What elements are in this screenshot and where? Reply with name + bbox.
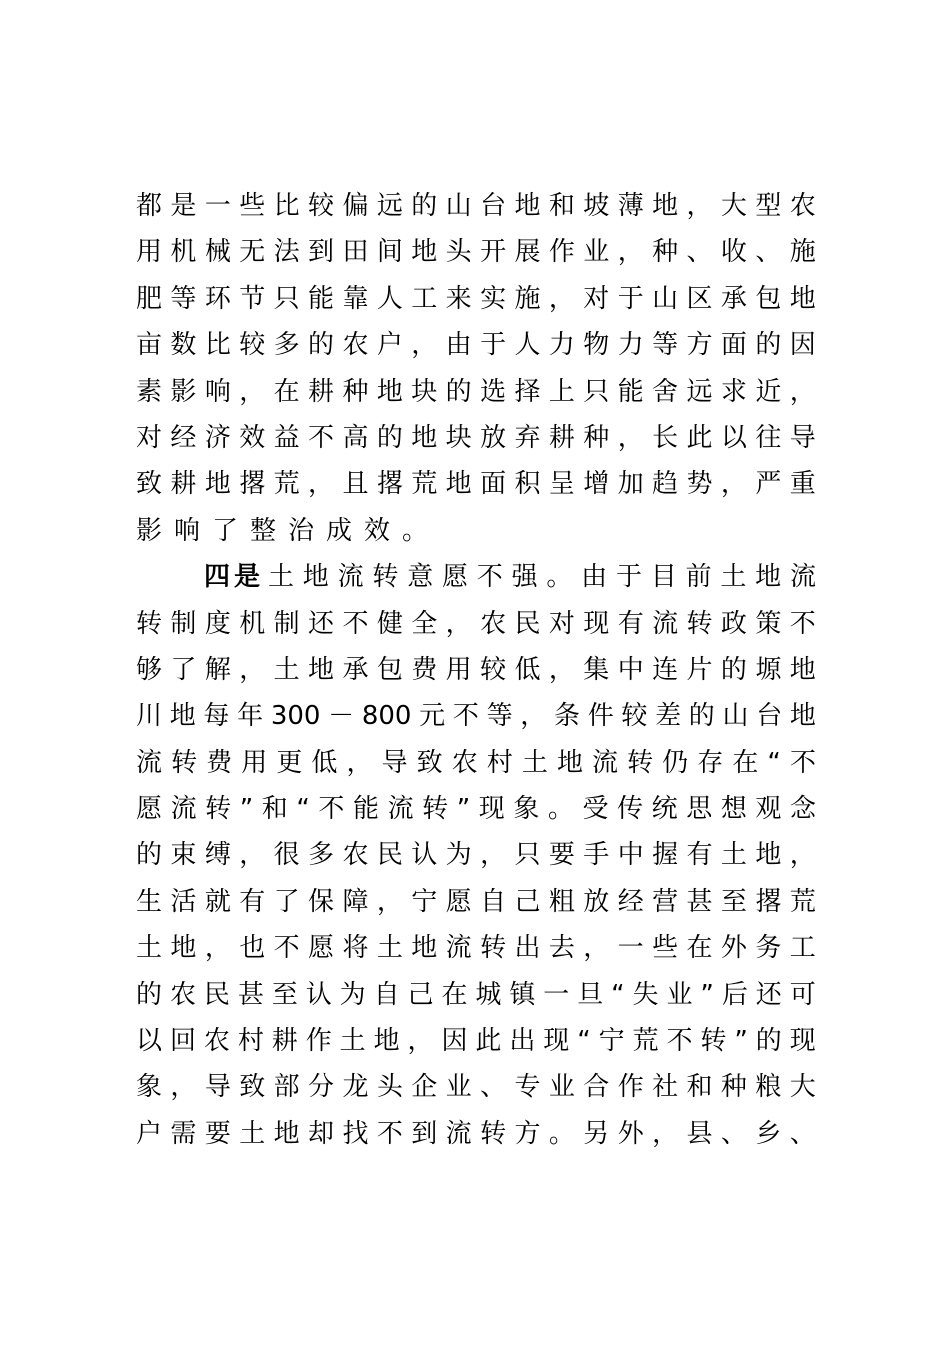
text-line: 象 ， 导 致 部 分 龙 头 企 业 、 专 业 合 作 社 和 种 粮 大 bbox=[136, 1072, 816, 1103]
paragraph-text: 土 地 流 转 意 愿 不 强 。 由 于 目 前 土 地 流 bbox=[268, 562, 816, 593]
text-line: 以 回 农 村 耕 作 土 地 ， 因 此 出 现 “ 宁 荒 不 转 ” 的 现 bbox=[136, 1026, 816, 1057]
paragraph-heading: 四 是 bbox=[204, 562, 260, 593]
text-line: 影响了整治成效。 bbox=[136, 515, 441, 546]
body-text bbox=[136, 183, 816, 1157]
text-line: 致 耕 地 撂 荒 ， 且 撂 荒 地 面 积 呈 增 加 趋 势 ， 严 重 bbox=[136, 469, 816, 500]
text-line: 素 影 响 ， 在 耕 种 地 块 的 选 择 上 只 能 舍 远 求 近 ， bbox=[136, 376, 816, 407]
text-line: 都 是 一 些 比 较 偏 远 的 山 台 地 和 坡 薄 地 ， 大 型 农 bbox=[136, 191, 816, 221]
text-line: 肥 等 环 节 只 能 靠 人 工 来 实 施 ， 对 于 山 区 承 包 地 bbox=[136, 283, 816, 314]
paragraph-four-first-line bbox=[136, 554, 816, 600]
text-line: 土 地 ， 也 不 愿 将 土 地 流 转 出 去 ， 一 些 在 外 务 工 bbox=[136, 933, 816, 964]
text-line: 生 活 就 有 了 保 障 ， 宁 愿 自 己 粗 放 经 营 甚 至 撂 荒 bbox=[136, 886, 816, 917]
text-line: 的 束 缚 ， 很 多 农 民 认 为 ， 只 要 手 中 握 有 土 地 ， bbox=[136, 840, 816, 871]
text-line: 对 经 济 效 益 不 高 的 地 块 放 弃 耕 种 ， 长 此 以 往 导 bbox=[136, 422, 816, 453]
text-line: 愿 流 转 ” 和 “ 不 能 流 转 ” 现 象 。 受 传 统 思 想 观 念 bbox=[136, 794, 816, 825]
text-line: 用 机 械 无 法 到 田 间 地 头 开 展 作 业 ， 种 、 收 、 施 bbox=[136, 237, 816, 268]
text-line: 川 地 每 年 300 － 800 元 不 等 ， 条 件 较 差 的 山 台 地 bbox=[136, 701, 816, 732]
text-line: 户 需 要 土 地 却 找 不 到 流 转 方 。 另 外 ， 县 、 乡 、 bbox=[136, 1118, 816, 1149]
text-line: 转 制 度 机 制 还 不 健 全 ， 农 民 对 现 有 流 转 政 策 不 bbox=[136, 608, 816, 639]
text-line: 亩 数 比 较 多 的 农 户 ， 由 于 人 力 物 力 等 方 面 的 因 bbox=[136, 330, 816, 361]
text-line: 的 农 民 甚 至 认 为 自 己 在 城 镇 一 旦 “ 失 业 ” 后 还 可 bbox=[136, 979, 816, 1010]
text-line: 够 了 解 ， 土 地 承 包 费 用 较 低 ， 集 中 连 片 的 塬 地 bbox=[136, 654, 816, 685]
text-line: 流 转 费 用 更 低 ， 导 致 农 村 土 地 流 转 仍 存 在 “ 不 bbox=[136, 747, 816, 778]
